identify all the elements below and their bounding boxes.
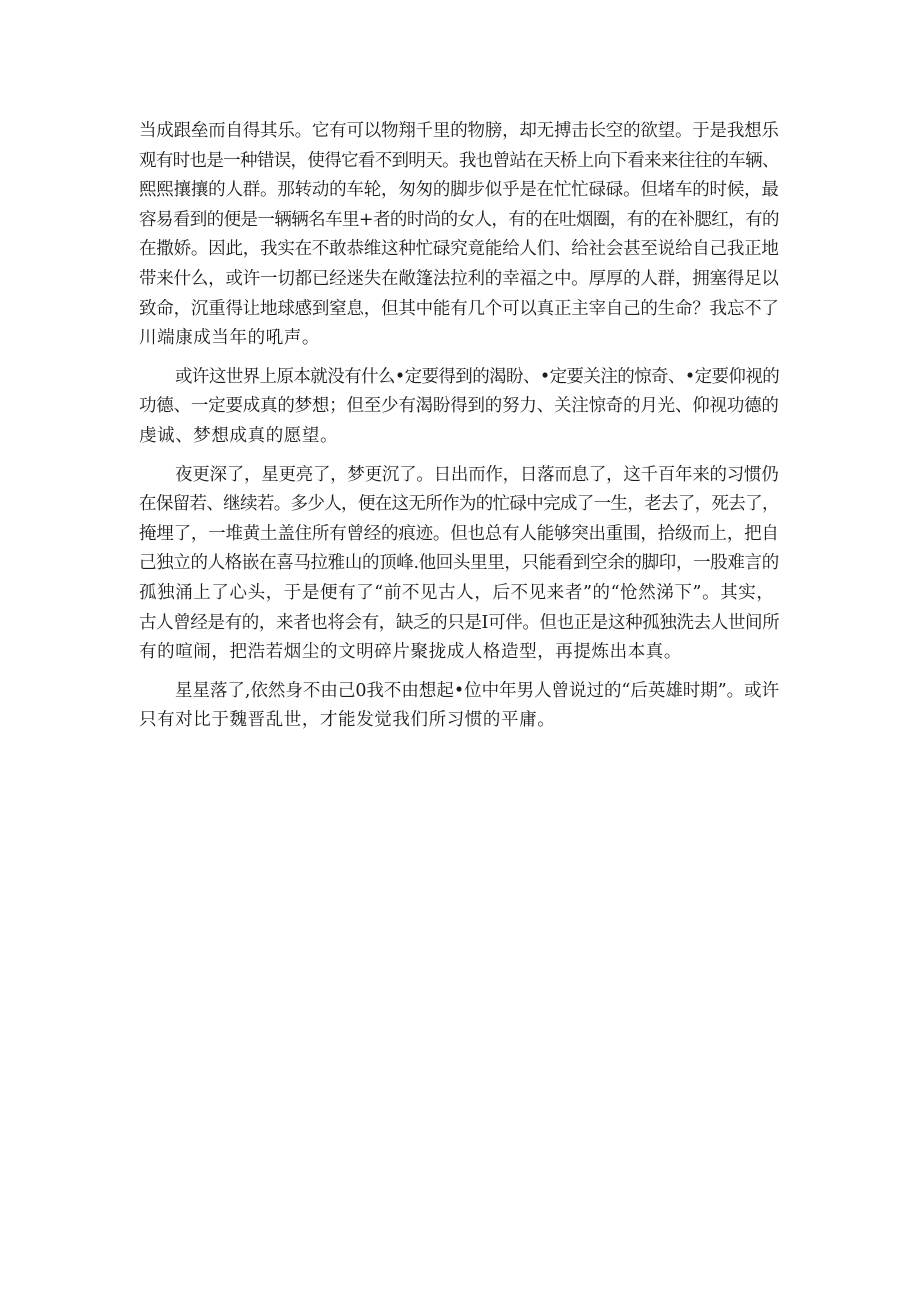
text-line: 或许这世界上原本就没有什么•定要得到的渴盼、•定要关注的惊奇、•定要仰视的 (175, 366, 780, 387)
text-line: 孤独涌上了心头，于是便有了“前不见古人，后不见来者”的“怆然涕下”。其实， (139, 582, 775, 603)
document-body (139, 117, 779, 736)
text-line: 功德、一定要成真的梦想；但至少有渴盼得到的努力、关注惊奇的月光、仰视功德的 (139, 396, 779, 417)
text-line: 掩埋了，一堆黄土盖住所有曾经的痕迹。但也总有人能够突出重围，拾级而上，把自 (139, 523, 779, 544)
text-line: 在撒娇。因此，我实在不敢恭维这种忙碌究竟能给人们、给社会甚至说给自己我正地 (139, 239, 779, 260)
text-line: 星星落了,依然身不由己0我不由想起•位中年男人曾说过的“后英雄时期”。或许 (175, 680, 780, 701)
text-line: 己独立的人格嵌在喜马拉雅山的顶峰.他回头里里，只能看到空余的脚印，一股难言的 (139, 553, 779, 574)
text-line: 川端康成当年的吼声。 (139, 328, 320, 349)
text-line: 当成跟垒而自得其乐。它有可以物翔千里的物膀，却无搏击长空的欲望。于是我想乐 (139, 121, 779, 141)
paragraph-4 (139, 677, 779, 736)
text-line: 熙熙攘攘的人群。那转动的车轮，匆匆的脚步似乎是在忙忙碌碌。但堵车的时候，最 (139, 180, 779, 201)
text-line: 虔诚、梦想成真的愿望。 (139, 425, 339, 446)
paragraph-3 (139, 461, 779, 668)
text-line: 夜更深了，星更亮了，梦更沉了。日出而作，日落而息了，这千百年来的习惯仍 (175, 464, 779, 485)
paragraph-2 (139, 363, 779, 452)
text-line: 只有对比于魏晋乱世，才能发觉我们所习惯的平庸。 (139, 710, 556, 731)
text-line: 容易看到的便是一辆辆名车里+者的时尚的女人，有的在吐烟圈，有的在补腮红，有的 (139, 209, 779, 230)
text-line: 带来什么，或许一切都已经迷失在敞篷法拉利的幸福之中。厚厚的人群，拥塞得足以 (139, 268, 779, 289)
text-line: 致命，沉重得让地球感到窒息，但其中能有几个可以真正主宰自己的生命？我忘不了 (139, 298, 779, 319)
text-line: 观有时也是一种错误，使得它看不到明天。我也曾站在天桥上向下看来来往往的车辆、 (139, 150, 779, 171)
text-line: 在保留若、继续若。多少人，便在这无所作为的忙碌中完成了一生，老去了，死去了， (139, 494, 779, 515)
paragraph-1 (139, 117, 779, 354)
text-line: 古人曾经是有的，来者也将会有，缺乏的只是I可伴。但也正是这种孤独洗去人世间所 (139, 612, 780, 633)
text-line: 有的喧闹，把浩若烟尘的文明碎片聚拢成人格造型，再提炼出本真。 (139, 642, 682, 663)
